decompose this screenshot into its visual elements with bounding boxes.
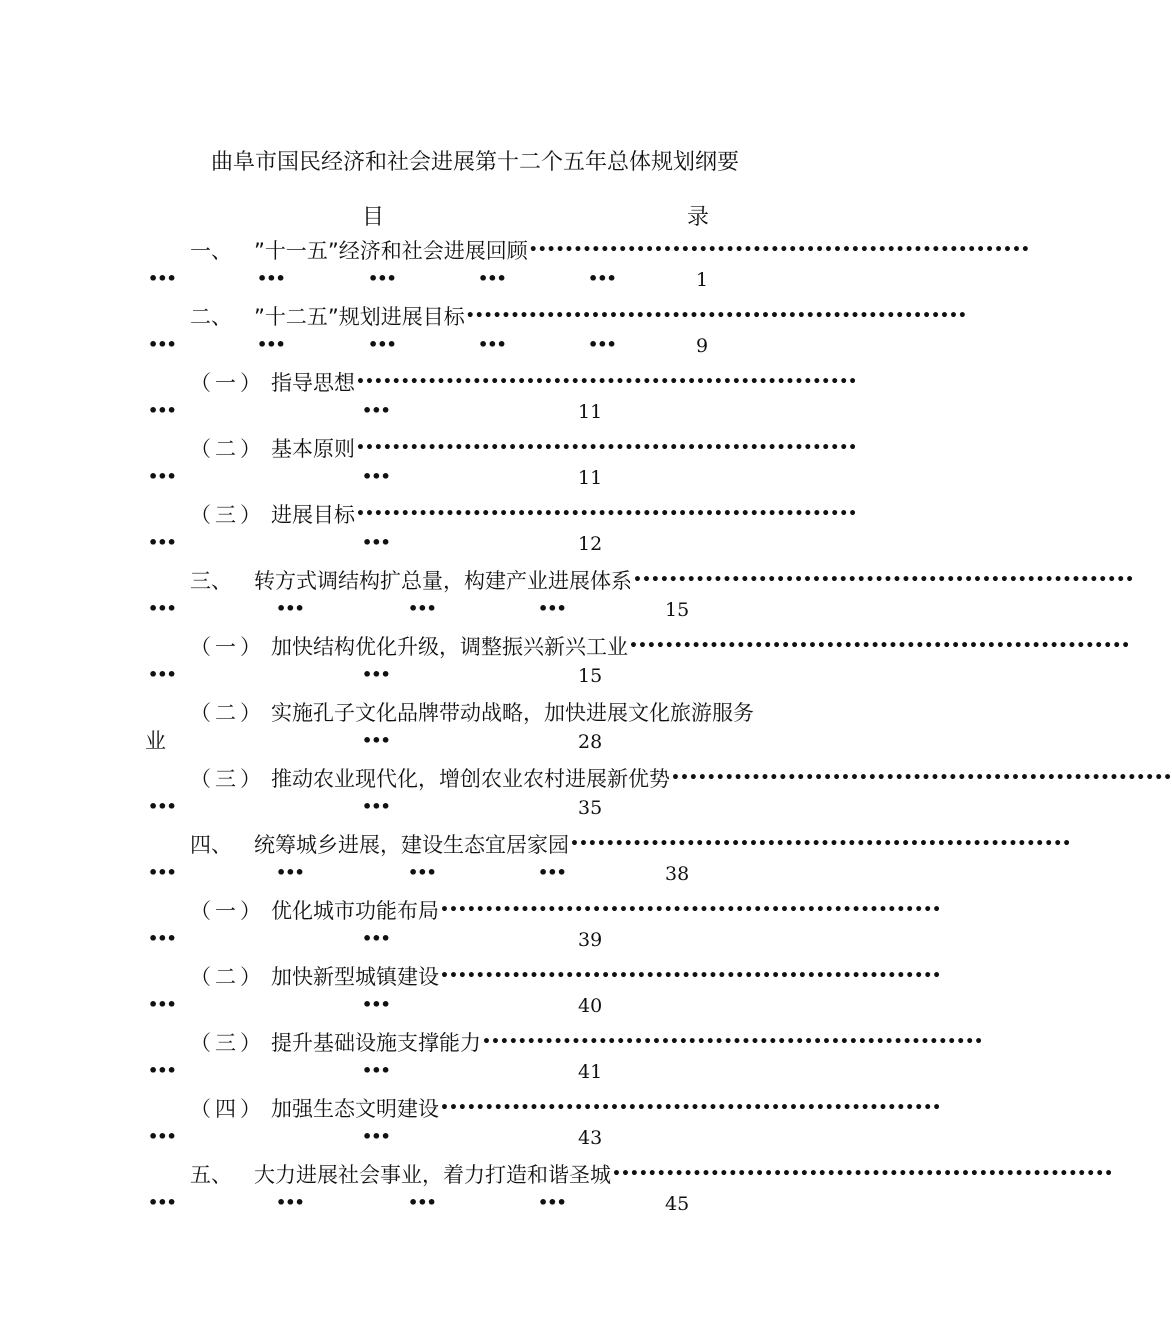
dot-leader: •••: [362, 467, 390, 486]
toc-entry-line: [190, 1159, 1114, 1189]
dot-leader: •••: [588, 269, 616, 288]
toc-entry-continuation: [0, 863, 950, 893]
toc-entry[interactable]: [0, 565, 1135, 631]
dot-leader: •••: [538, 599, 566, 618]
toc-entry-title: 优化城市功能布局: [271, 899, 439, 923]
dot-leader: ••••••••••••••••••••••••••••••••••••••••••••••••••••••••: [465, 308, 967, 324]
dot-leader: •••: [276, 863, 304, 882]
dot-leader: •••: [148, 467, 176, 486]
toc-entry-title: 加快结构优化升级，调整振兴新兴工业: [271, 635, 628, 659]
dot-leader: ••••••••••••••••••••••••••••••••••••••••••••••••••••••••: [356, 506, 858, 522]
toc-entry[interactable]: [0, 895, 950, 961]
toc-entry-line: [190, 1093, 942, 1123]
toc-entry-title: 基本原则: [271, 437, 355, 461]
toc-entry-line: [190, 433, 858, 463]
toc-heading-right: 录: [687, 205, 710, 230]
dot-leader: •••: [362, 929, 390, 948]
toc-entry[interactable]: [0, 367, 950, 433]
toc-entry-title: ”十二五”规划进展目标: [254, 305, 465, 329]
toc-entry-line: [190, 565, 1135, 595]
dot-leader: •••: [148, 995, 176, 1014]
toc-entry-line: [190, 301, 967, 331]
toc-entry-line: [190, 829, 1072, 859]
toc-entry-number: 三、: [190, 569, 232, 593]
toc-entry-title: 统筹城乡进展，建设生态宜居家园: [254, 833, 569, 857]
dot-leader: •••: [362, 665, 390, 684]
dot-leader: •••: [148, 1193, 176, 1212]
dot-leader: •••: [148, 929, 176, 948]
dot-leader: •••: [276, 1193, 304, 1212]
dot-leader: •••: [148, 863, 176, 882]
toc-entry-number: 四、: [190, 833, 232, 857]
dot-leader: •••: [538, 863, 566, 882]
toc-entry-continuation: [0, 995, 950, 1025]
dot-leader: •••: [276, 599, 304, 618]
toc-entry[interactable]: [0, 499, 950, 565]
dot-leader: •••: [148, 401, 176, 420]
toc-entry[interactable]: [0, 1093, 950, 1159]
toc-entry[interactable]: [0, 763, 1172, 829]
toc-entry-number: （一）: [190, 371, 265, 395]
dot-leader: ••••••••••••••••••••••••••••••••••••••••••••••••••••••••: [570, 836, 1072, 852]
dot-leader: ••••••••••••••••••••••••••••••••••••••••••••••••••••••••: [629, 638, 1131, 654]
dot-leader: •••: [368, 269, 396, 288]
toc-page-number: 12: [578, 533, 603, 555]
toc-entry-line: [190, 631, 1131, 661]
toc-entry-continuation: [0, 1061, 950, 1091]
dot-leader: •••: [362, 533, 390, 552]
toc-entry-continuation: [0, 1193, 950, 1223]
toc-entry-continuation: [0, 599, 950, 629]
toc-page-number: 39: [578, 929, 603, 951]
dot-leader: ••••••••••••••••••••••••••••••••••••••••••••••••••••••••: [356, 374, 858, 390]
toc-entry-title: 加强生态文明建设: [271, 1097, 439, 1121]
toc-entry-continuation: [0, 335, 950, 365]
toc-entry-number: （三）: [190, 1031, 265, 1055]
toc-entry-continuation: [0, 731, 950, 761]
dot-leader: •••: [368, 335, 396, 354]
toc-entry[interactable]: [0, 235, 1030, 301]
toc-entry[interactable]: [0, 961, 950, 1027]
toc-entry-line: [190, 895, 942, 925]
toc-entry-continuation: [0, 533, 950, 563]
toc-entry[interactable]: [0, 697, 950, 763]
toc-entry-title: 进展目标: [271, 503, 355, 527]
toc-entry-line: [190, 235, 1030, 265]
toc-entry-line: [190, 763, 1172, 793]
toc-entry-title: 推动农业现代化，增创农业农村进展新优势: [271, 767, 670, 791]
toc-entry-number: （一）: [190, 635, 265, 659]
dot-leader: •••: [362, 995, 390, 1014]
dot-leader: •••: [148, 665, 176, 684]
dot-leader: •••: [538, 1193, 566, 1212]
dot-leader: •••: [588, 335, 616, 354]
toc-entry[interactable]: [0, 1159, 1114, 1225]
toc-entry[interactable]: [0, 301, 967, 367]
dot-leader: •••: [478, 269, 506, 288]
toc-entry-title: 转方式调结构扩总量，构建产业进展体系: [254, 569, 632, 593]
dot-leader: •••: [148, 797, 176, 816]
toc-entry-number: 一、: [190, 239, 232, 263]
toc-entry-number: （二）: [190, 437, 265, 461]
toc-entry[interactable]: [0, 829, 1072, 895]
dot-leader: ••••••••••••••••••••••••••••••••••••••••••••••••••••••••: [440, 902, 942, 918]
toc-entry-number: （一）: [190, 899, 265, 923]
toc-entry-line: [190, 697, 806, 727]
toc-entry-title-wrap: 业: [145, 729, 166, 753]
toc-entry-continuation: [0, 1127, 950, 1157]
toc-entry-number: 五、: [190, 1163, 232, 1187]
toc-entry[interactable]: [0, 433, 950, 499]
dot-leader: •••: [362, 797, 390, 816]
toc-entry-number: （三）: [190, 767, 265, 791]
toc-entry-number: （二）: [190, 701, 265, 725]
toc-page-number: 15: [665, 599, 690, 621]
toc-page-number: 11: [578, 467, 603, 489]
toc-page-number: 11: [578, 401, 603, 423]
dot-leader: •••: [148, 599, 176, 618]
toc-entry-number: （三）: [190, 503, 265, 527]
dot-leader: •••: [408, 1193, 436, 1212]
toc-page-number: 45: [665, 1193, 690, 1215]
dot-leader: •••: [148, 1061, 176, 1080]
toc-entry-number: 二、: [190, 305, 232, 329]
toc-page-number: 41: [578, 1061, 603, 1083]
dot-leader: •••: [148, 533, 176, 552]
dot-leader: •••: [408, 599, 436, 618]
toc-entry[interactable]: [0, 631, 1131, 697]
dot-leader: •••: [478, 335, 506, 354]
toc-page-number: 15: [578, 665, 603, 687]
toc-heading-left: 目: [362, 205, 385, 230]
toc-entry-continuation: [0, 797, 950, 827]
toc-entry-title: 大力进展社会事业，着力打造和谐圣城: [254, 1163, 611, 1187]
toc-page-number: 1: [696, 269, 709, 291]
dot-leader: •••: [362, 1061, 390, 1080]
toc-entry-line: [190, 961, 942, 991]
toc-entry-title: 实施孔子文化品牌带动战略，加快进展文化旅游服务: [271, 701, 754, 725]
toc-page-number: 40: [578, 995, 603, 1017]
toc-entry-line: [190, 499, 858, 529]
dot-leader: ••••••••••••••••••••••••••••••••••••••••••••••••••••••••: [671, 770, 1172, 786]
dot-leader: •••: [257, 269, 285, 288]
toc-entry-continuation: [0, 401, 950, 431]
toc-page-number: 38: [665, 863, 690, 885]
toc-entry-number: （二）: [190, 965, 265, 989]
toc-page-number: 43: [578, 1127, 603, 1149]
dot-leader: •••: [362, 1127, 390, 1146]
dot-leader: •••: [408, 863, 436, 882]
toc-page-number: 35: [578, 797, 603, 819]
dot-leader: ••••••••••••••••••••••••••••••••••••••••••••••••••••••••: [440, 968, 942, 984]
toc-entry-title: 指导思想: [271, 371, 355, 395]
document-title: 曲阜市国民经济和社会进展第十二个五年总体规划纲要: [210, 150, 739, 175]
dot-leader: ••••••••••••••••••••••••••••••••••••••••••••••••••••••••: [612, 1166, 1114, 1182]
toc-entry-title: ”十一五”经济和社会进展回顾: [254, 239, 528, 263]
dot-leader: ••••••••••••••••••••••••••••••••••••••••••••••••••••••••: [528, 242, 1030, 258]
dot-leader: •••: [257, 335, 285, 354]
dot-leader: ••••••••••••••••••••••••••••••••••••••••••••••••••••••••: [440, 1100, 942, 1116]
toc-entry-continuation: [0, 929, 950, 959]
toc-entry-continuation: [0, 269, 950, 299]
dot-leader: •••: [148, 335, 176, 354]
toc-entry[interactable]: [0, 1027, 984, 1093]
toc-entry-line: [190, 1027, 984, 1057]
dot-leader: •••: [362, 401, 390, 420]
dot-leader: •••: [362, 731, 390, 750]
toc-entry-title: 提升基础设施支撑能力: [271, 1031, 481, 1055]
dot-leader: ••••••••••••••••••••••••••••••••••••••••••••••••••••••••: [356, 440, 858, 456]
toc-entry-title: 加快新型城镇建设: [271, 965, 439, 989]
toc-entry-continuation: [0, 467, 950, 497]
toc-entry-continuation: [0, 665, 950, 695]
dot-leader: •••: [148, 269, 176, 288]
dot-leader: ••••••••••••••••••••••••••••••••••••••••••••••••••••••••: [482, 1034, 984, 1050]
toc-page-number: 28: [578, 731, 603, 753]
toc-entry-line: [190, 367, 858, 397]
dot-leader: •••: [148, 1127, 176, 1146]
dot-leader: ••••••••••••••••••••••••••••••••••••••••••••••••••••••••: [633, 572, 1135, 588]
toc-entry-number: （四）: [190, 1097, 265, 1121]
toc-page-number: 9: [696, 335, 709, 357]
